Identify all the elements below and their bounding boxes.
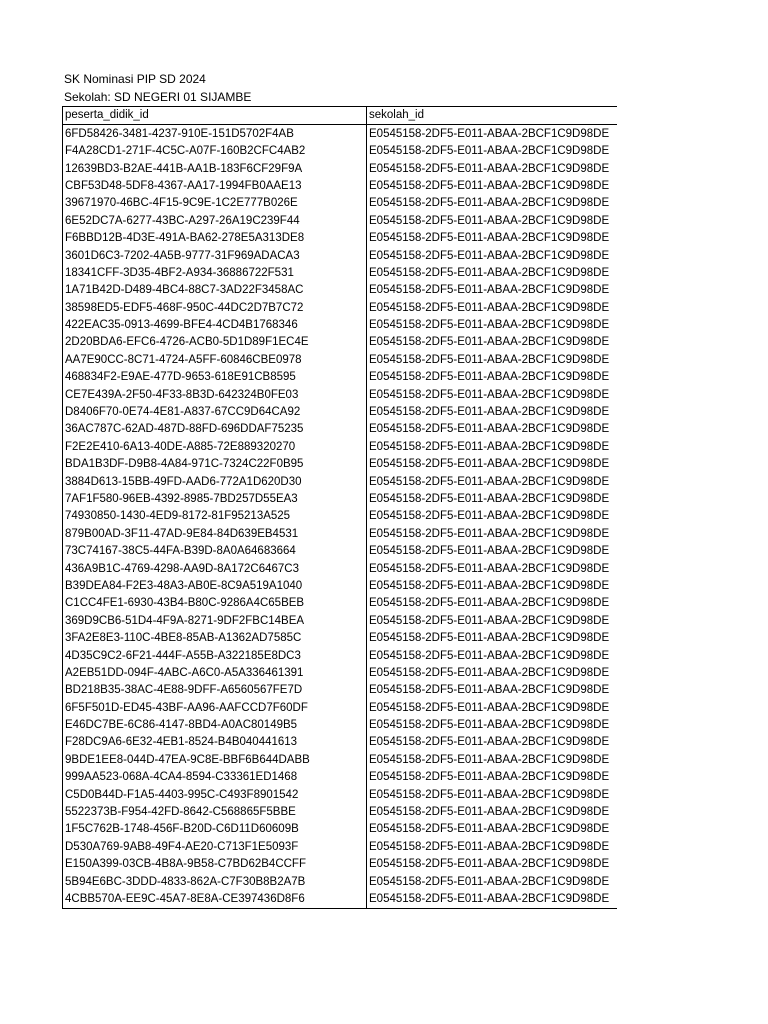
cell-peserta-didik-id: B39DEA84-F2E3-48A3-AB0E-8C9A519A1040 (63, 578, 367, 595)
table-header-row (63, 107, 617, 125)
cell-sekolah-id: E0545158-2DF5-E011-ABAA-2BCF1C9D98DE (367, 873, 617, 890)
cell-sekolah-id: E0545158-2DF5-E011-ABAA-2BCF1C9D98DE (367, 404, 617, 421)
table-row (63, 386, 617, 403)
cell-sekolah-id: E0545158-2DF5-E011-ABAA-2BCF1C9D98DE (367, 804, 617, 821)
cell-sekolah-id: E0545158-2DF5-E011-ABAA-2BCF1C9D98DE (367, 125, 617, 143)
cell-peserta-didik-id: F6BBD12B-4D3E-491A-BA62-278E5A313DE8 (63, 230, 367, 247)
table-row (63, 560, 617, 577)
cell-sekolah-id: E0545158-2DF5-E011-ABAA-2BCF1C9D98DE (367, 265, 617, 282)
table-row (63, 247, 617, 264)
cell-peserta-didik-id: 73C74167-38C5-44FA-B39D-8A0A64683664 (63, 543, 367, 560)
table-row (63, 682, 617, 699)
table-row (63, 508, 617, 525)
cell-peserta-didik-id: 38598ED5-EDF5-468F-950C-44DC2D7B7C72 (63, 299, 367, 316)
table-row (63, 804, 617, 821)
cell-peserta-didik-id: 4CBB570A-EE9C-45A7-8E8A-CE397436D8F6 (63, 891, 367, 909)
table-row (63, 769, 617, 786)
cell-sekolah-id: E0545158-2DF5-E011-ABAA-2BCF1C9D98DE (367, 578, 617, 595)
table-row (63, 751, 617, 768)
cell-peserta-didik-id: 999AA523-068A-4CA4-8594-C33361ED1468 (63, 769, 367, 786)
cell-sekolah-id: E0545158-2DF5-E011-ABAA-2BCF1C9D98DE (367, 751, 617, 768)
table-row (63, 299, 617, 316)
cell-peserta-didik-id: 436A9B1C-4769-4298-AA9D-8A172C6467C3 (63, 560, 367, 577)
table-row (63, 734, 617, 751)
cell-peserta-didik-id: F28DC9A6-6E32-4EB1-8524-B4B040441613 (63, 734, 367, 751)
table-row (63, 317, 617, 334)
table-row (63, 334, 617, 351)
cell-sekolah-id: E0545158-2DF5-E011-ABAA-2BCF1C9D98DE (367, 247, 617, 264)
document-page (62, 70, 616, 909)
cell-peserta-didik-id: D8406F70-0E74-4E81-A837-67CC9D64CA92 (63, 404, 367, 421)
cell-peserta-didik-id: 18341CFF-3D35-4BF2-A934-36886722F531 (63, 265, 367, 282)
cell-sekolah-id: E0545158-2DF5-E011-ABAA-2BCF1C9D98DE (367, 456, 617, 473)
cell-sekolah-id: E0545158-2DF5-E011-ABAA-2BCF1C9D98DE (367, 491, 617, 508)
cell-peserta-didik-id: 4D35C9C2-6F21-444F-A55B-A322185E8DC3 (63, 647, 367, 664)
table-body (63, 125, 617, 909)
table-row (63, 856, 617, 873)
table-row (63, 717, 617, 734)
cell-sekolah-id: E0545158-2DF5-E011-ABAA-2BCF1C9D98DE (367, 317, 617, 334)
table-row (63, 456, 617, 473)
cell-sekolah-id: E0545158-2DF5-E011-ABAA-2BCF1C9D98DE (367, 195, 617, 212)
table-row (63, 212, 617, 229)
cell-peserta-didik-id: 468834F2-E9AE-477D-9653-618E91CB8595 (63, 369, 367, 386)
cell-peserta-didik-id: A2EB51DD-094F-4ABC-A6C0-A5A336461391 (63, 665, 367, 682)
cell-sekolah-id: E0545158-2DF5-E011-ABAA-2BCF1C9D98DE (367, 543, 617, 560)
cell-sekolah-id: E0545158-2DF5-E011-ABAA-2BCF1C9D98DE (367, 612, 617, 629)
table-row (63, 160, 617, 177)
cell-sekolah-id: E0545158-2DF5-E011-ABAA-2BCF1C9D98DE (367, 282, 617, 299)
cell-sekolah-id: E0545158-2DF5-E011-ABAA-2BCF1C9D98DE (367, 351, 617, 368)
table-row (63, 612, 617, 629)
cell-sekolah-id: E0545158-2DF5-E011-ABAA-2BCF1C9D98DE (367, 630, 617, 647)
cell-sekolah-id: E0545158-2DF5-E011-ABAA-2BCF1C9D98DE (367, 838, 617, 855)
cell-sekolah-id: E0545158-2DF5-E011-ABAA-2BCF1C9D98DE (367, 178, 617, 195)
column-header-peserta-didik-id: peserta_didik_id (63, 107, 367, 125)
cell-sekolah-id: E0545158-2DF5-E011-ABAA-2BCF1C9D98DE (367, 386, 617, 403)
cell-sekolah-id: E0545158-2DF5-E011-ABAA-2BCF1C9D98DE (367, 717, 617, 734)
cell-sekolah-id: E0545158-2DF5-E011-ABAA-2BCF1C9D98DE (367, 508, 617, 525)
cell-sekolah-id: E0545158-2DF5-E011-ABAA-2BCF1C9D98DE (367, 299, 617, 316)
cell-sekolah-id: E0545158-2DF5-E011-ABAA-2BCF1C9D98DE (367, 821, 617, 838)
table-row (63, 230, 617, 247)
cell-peserta-didik-id: F4A28CD1-271F-4C5C-A07F-160B2CFC4AB2 (63, 143, 367, 160)
cell-peserta-didik-id: 39671970-46BC-4F15-9C9E-1C2E777B026E (63, 195, 367, 212)
cell-peserta-didik-id: 9BDE1EE8-044D-47EA-9C8E-BBF6B644DABB (63, 751, 367, 768)
cell-sekolah-id: E0545158-2DF5-E011-ABAA-2BCF1C9D98DE (367, 734, 617, 751)
cell-peserta-didik-id: 6F5F501D-ED45-43BF-AA96-AAFCCD7F60DF (63, 699, 367, 716)
cell-peserta-didik-id: BD218B35-38AC-4E88-9DFF-A6560567FE7D (63, 682, 367, 699)
cell-peserta-didik-id: 12639BD3-B2AE-441B-AA1B-183F6CF29F9A (63, 160, 367, 177)
cell-peserta-didik-id: 422EAC35-0913-4699-BFE4-4CD4B1768346 (63, 317, 367, 334)
cell-peserta-didik-id: BDA1B3DF-D9B8-4A84-971C-7324C22F0B95 (63, 456, 367, 473)
table-row (63, 525, 617, 542)
table-row (63, 891, 617, 909)
cell-sekolah-id: E0545158-2DF5-E011-ABAA-2BCF1C9D98DE (367, 786, 617, 803)
cell-sekolah-id: E0545158-2DF5-E011-ABAA-2BCF1C9D98DE (367, 682, 617, 699)
cell-sekolah-id: E0545158-2DF5-E011-ABAA-2BCF1C9D98DE (367, 212, 617, 229)
table-row (63, 665, 617, 682)
student-table (62, 106, 617, 909)
cell-peserta-didik-id: 3FA2E8E3-110C-4BE8-85AB-A1362AD7585C (63, 630, 367, 647)
cell-peserta-didik-id: C5D0B44D-F1A5-4403-995C-C493F8901542 (63, 786, 367, 803)
cell-peserta-didik-id: 3601D6C3-7202-4A5B-9777-31F969ADACA3 (63, 247, 367, 264)
table-row (63, 143, 617, 160)
table-row (63, 786, 617, 803)
school-name: Sekolah: SD NEGERI 01 SIJAMBE (64, 90, 252, 104)
cell-peserta-didik-id: 1A71B42D-D489-4BC4-88C7-3AD22F3458AC (63, 282, 367, 299)
cell-sekolah-id: E0545158-2DF5-E011-ABAA-2BCF1C9D98DE (367, 856, 617, 873)
document-title: SK Nominasi PIP SD 2024 (64, 72, 206, 86)
cell-sekolah-id: E0545158-2DF5-E011-ABAA-2BCF1C9D98DE (367, 421, 617, 438)
cell-peserta-didik-id: 6E52DC7A-6277-43BC-A297-26A19C239F44 (63, 212, 367, 229)
cell-sekolah-id: E0545158-2DF5-E011-ABAA-2BCF1C9D98DE (367, 334, 617, 351)
cell-sekolah-id: E0545158-2DF5-E011-ABAA-2BCF1C9D98DE (367, 647, 617, 664)
table-row (63, 195, 617, 212)
cell-peserta-didik-id: 369D9CB6-51D4-4F9A-8271-9DF2FBC14BEA (63, 612, 367, 629)
cell-peserta-didik-id: 7AF1F580-96EB-4392-8985-7BD257D55EA3 (63, 491, 367, 508)
column-header-sekolah-id: sekolah_id (367, 107, 617, 125)
table-row (63, 543, 617, 560)
cell-peserta-didik-id: C1CC4FE1-6930-43B4-B80C-9286A4C65BEB (63, 595, 367, 612)
cell-peserta-didik-id: 6FD58426-3481-4237-910E-151D5702F4AB (63, 125, 367, 143)
table-row (63, 438, 617, 455)
cell-sekolah-id: E0545158-2DF5-E011-ABAA-2BCF1C9D98DE (367, 769, 617, 786)
cell-sekolah-id: E0545158-2DF5-E011-ABAA-2BCF1C9D98DE (367, 595, 617, 612)
cell-peserta-didik-id: 5522373B-F954-42FD-8642-C568865F5BBE (63, 804, 367, 821)
cell-peserta-didik-id: 2D20BDA6-EFC6-4726-ACB0-5D1D89F1EC4E (63, 334, 367, 351)
cell-peserta-didik-id: 5B94E6BC-3DDD-4833-862A-C7F30B8B2A7B (63, 873, 367, 890)
cell-sekolah-id: E0545158-2DF5-E011-ABAA-2BCF1C9D98DE (367, 525, 617, 542)
table-row (63, 265, 617, 282)
cell-peserta-didik-id: E150A399-03CB-4B8A-9B58-C7BD62B4CCFF (63, 856, 367, 873)
cell-sekolah-id: E0545158-2DF5-E011-ABAA-2BCF1C9D98DE (367, 143, 617, 160)
table-row (63, 821, 617, 838)
table-row (63, 125, 617, 143)
cell-sekolah-id: E0545158-2DF5-E011-ABAA-2BCF1C9D98DE (367, 160, 617, 177)
table-row (63, 473, 617, 490)
table-row (63, 421, 617, 438)
cell-peserta-didik-id: AA7E90CC-8C71-4724-A5FF-60846CBE0978 (63, 351, 367, 368)
cell-peserta-didik-id: E46DC7BE-6C86-4147-8BD4-A0AC80149B5 (63, 717, 367, 734)
cell-peserta-didik-id: 36AC787C-62AD-487D-88FD-696DDAF75235 (63, 421, 367, 438)
cell-sekolah-id: E0545158-2DF5-E011-ABAA-2BCF1C9D98DE (367, 699, 617, 716)
table-row (63, 578, 617, 595)
cell-sekolah-id: E0545158-2DF5-E011-ABAA-2BCF1C9D98DE (367, 665, 617, 682)
cell-peserta-didik-id: F2E2E410-6A13-40DE-A885-72E889320270 (63, 438, 367, 455)
cell-peserta-didik-id: CE7E439A-2F50-4F33-8B3D-642324B0FE03 (63, 386, 367, 403)
cell-sekolah-id: E0545158-2DF5-E011-ABAA-2BCF1C9D98DE (367, 560, 617, 577)
table-row (63, 838, 617, 855)
table-row (63, 699, 617, 716)
table-row (63, 369, 617, 386)
cell-sekolah-id: E0545158-2DF5-E011-ABAA-2BCF1C9D98DE (367, 891, 617, 909)
cell-peserta-didik-id: 3884D613-15BB-49FD-AAD6-772A1D620D30 (63, 473, 367, 490)
table-row (63, 595, 617, 612)
cell-peserta-didik-id: 74930850-1430-4ED9-8172-81F95213A525 (63, 508, 367, 525)
cell-sekolah-id: E0545158-2DF5-E011-ABAA-2BCF1C9D98DE (367, 473, 617, 490)
cell-peserta-didik-id: 1F5C762B-1748-456F-B20D-C6D11D60609B (63, 821, 367, 838)
table-row (63, 404, 617, 421)
cell-peserta-didik-id: D530A769-9AB8-49F4-AE20-C713F1E5093F (63, 838, 367, 855)
table-row (63, 491, 617, 508)
table-row (63, 630, 617, 647)
table-row (63, 178, 617, 195)
table-row (63, 351, 617, 368)
cell-sekolah-id: E0545158-2DF5-E011-ABAA-2BCF1C9D98DE (367, 438, 617, 455)
cell-peserta-didik-id: CBF53D48-5DF8-4367-AA17-1994FB0AAE13 (63, 178, 367, 195)
cell-peserta-didik-id: 879B00AD-3F11-47AD-9E84-84D639EB4531 (63, 525, 367, 542)
cell-sekolah-id: E0545158-2DF5-E011-ABAA-2BCF1C9D98DE (367, 230, 617, 247)
table-row (63, 873, 617, 890)
table-row (63, 647, 617, 664)
table-row (63, 282, 617, 299)
cell-sekolah-id: E0545158-2DF5-E011-ABAA-2BCF1C9D98DE (367, 369, 617, 386)
